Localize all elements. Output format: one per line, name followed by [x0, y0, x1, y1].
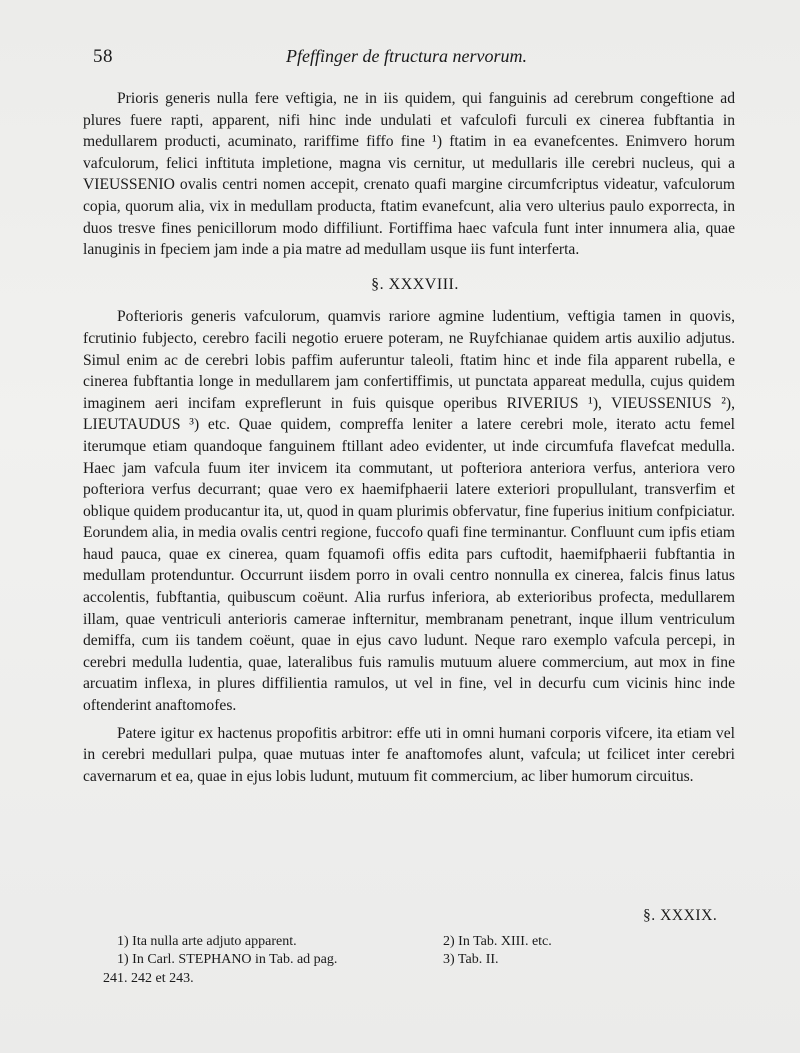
section-heading-xxxix: §. XXXIX.	[643, 907, 718, 924]
paragraph-1: Prioris generis nulla fere veftigia, ne in iis quidem, qui fanguinis ad cerebrum congeftione ad plures fuere rapti, apparent, nifi hinc inde undulati et vafculofi furculi ex cinerea fubftantia in medullarem producti, acuminato, rariffime fiffo fine ¹) ftatim in ea evanefcentes. Enimvero horum vafculorum, felici inftituta impletione, magna vis cernitur, ut medullaris ille cerebri nucleus, qui a VIEUSSENIO ovalis centri nomen accepit, crenato quafi margine circumfcriptus videatur, vafculorum copia, quorum alia, vix in medullam producta, ftatim evanefcunt, alia vero ulterius paulo exporrecta, in duos tresve fines penicillorum modo diffiliunt. Fortiffima haec vafcula funt inter innumera alia, quae lanuginis in fpeciem jam inde a pia matre ad medullam usque iis funt interferta.	[83, 90, 735, 259]
page-header	[93, 44, 743, 74]
footnote-4: 3) Tab. II.	[443, 952, 499, 967]
section-heading-xxxviii: §. XXXVIII.	[371, 275, 459, 293]
footnote-5: 241. 242 et 243.	[103, 971, 194, 986]
main-text	[83, 88, 735, 787]
footnote-1: 1) Ita nulla arte adjuto apparent.	[117, 934, 297, 949]
paragraph-3: Patere igitur ex hactenus propofitis arbitror: effe uti in omni humani corporis vifcere, ita etiam vel in cerebri medullari pulpa, quae mutuas inter fe anaftomofes alunt, vafcula; ut fcilicet inter cerebri cavernarum et ea, quae in ejus lobis ludunt, mutuum fit commercium, ac liber humorum circuitus.	[83, 724, 735, 785]
page-number: 58	[93, 46, 113, 67]
running-head: Pfeffinger de ftructura nervorum.	[286, 46, 527, 66]
paragraph-2: Pofterioris generis vafculorum, quamvis rariore agmine ludentium, veftigia tamen in quovis, fcrutinio fubjecto, cerebro facili negotio eruere poteram, ne Ruyfchianae quidem artis auxilio adjutus. Simul enim ac de cerebri lobis paffim auferuntur taleoli, ftatim hinc et inde fila apparent rubella, e cinerea fubftantia longe in medullarem jam confertiffimis, ut punctata appareat medulla, cujus quidem imaginem aeri incifam expreflerunt in fuis quisque operibus RIVERIUS ¹), VIEUSSENIUS ²), LIEUTAUDUS ³) etc. Quae quidem, compreffa leniter a latere cerebri mole, iterato actu femel iterumque etiam quandoque fanguinem ftillant adeo evidenter, ut inde circumfufa flavefcat medulla. Haec jam vafcula fuum iter invicem ita commutant, ut pofteriora anteriora verfus, anteriora vero pofteriora verfus decurrant; quae vero ex haemifphaerii latere exteriori propullulant, transverfim et oblique quidem producantur ita, ut, quod in quam plurimis obfervatur, fine fuperius initium confpiciatur. Eorundem alia, in media ovalis centri regione, fuccofo quafi fine terminantur. Confluunt cum ipfis etiam haud pauca, quae ex cinerea, quam fquamofi offis edita pars cuftodit, haemifphaerii fubftantia in medullam protenduntur. Occurrunt iisdem porro in ovali centro nonnulla ex cinerea, falcis finus latus accolentis, fubftantia, quibuscum coëunt. Alia rurfus inferiora, ab exterioribus profecta, medullarem illam, quae ventriculi anterioris camerae infternitur, membranam penetrant, inque illum ventriculum demiffa, cum iis tandem coëunt, quae in ejus cavo ludunt. Neque raro exemplo vafcula percepi, in cerebri medulla ludentia, quae, lateralibus fuis ramulis mutuum aluere commercium, aut mox in fine arcuatim inflexa, in plures diffilientia ramulos, ut vel in fine, vel in decurfu cum vicinis hinc inde oftenderint anaftomofes.	[83, 308, 736, 715]
footnote-2: 2) In Tab. XIII. etc.	[443, 934, 552, 949]
footnote-3: 1) In Carl. STEPHANO in Tab. ad pag.	[117, 952, 338, 967]
